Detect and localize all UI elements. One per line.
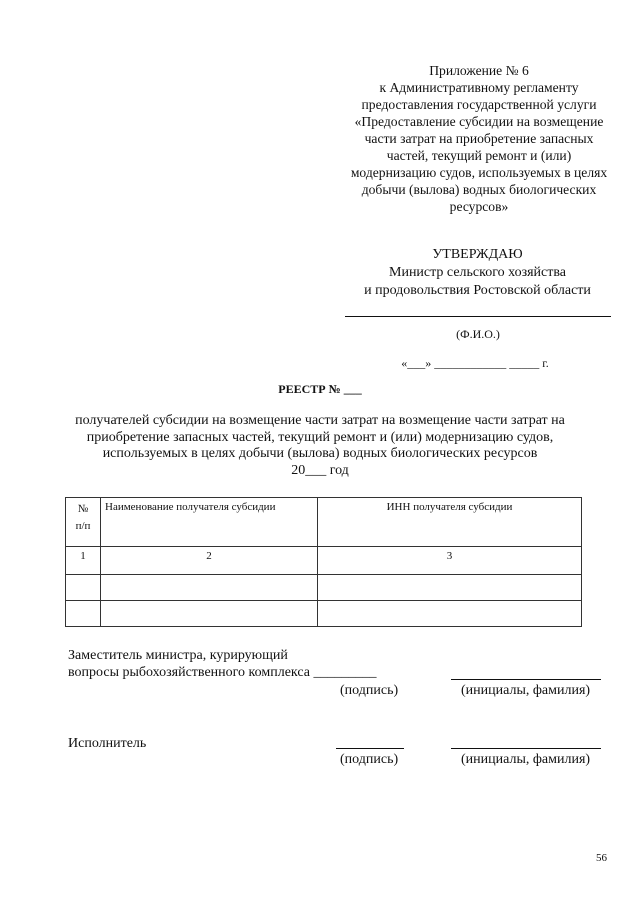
executor-name-caption: (инициалы, фамилия) [461, 752, 591, 767]
table-number-row [66, 547, 582, 575]
column-number-cell: 1 [66, 547, 101, 575]
column-number-cell: 3 [318, 547, 582, 575]
header-inn-cell: ИНН получателя субсидии [318, 498, 582, 547]
appendix-line: части затрат на приобретение запасных [364, 131, 594, 146]
appendix-line: добычи (вылова) водных биологических [361, 182, 597, 197]
approval-date: «___» ____________ _____ г. [401, 356, 549, 370]
appendix-line: ресурсов» [449, 199, 509, 214]
deputy-title-line1: Заместитель министра, курирующий [68, 648, 288, 663]
appendix-line: частей, текущий ремонт и (или) [386, 148, 572, 163]
appendix-line: к Административному регламенту [379, 80, 579, 95]
approval-position-line: и продовольствия Ростовской области [364, 283, 591, 298]
column-number-cell: 2 [101, 547, 318, 575]
approval-signature-line [345, 316, 611, 317]
header-num-cell [66, 498, 101, 547]
executor-sign-line [336, 748, 404, 749]
table-row [66, 601, 582, 627]
table-cell[interactable] [318, 575, 582, 601]
fio-caption: (Ф.И.О.) [456, 327, 500, 341]
executor-sign-caption: (подпись) [340, 752, 399, 767]
deputy-name-line [451, 679, 601, 680]
executor-label: Исполнитель [68, 736, 147, 751]
register-description-line: получателей субсидии на возмещение части затрат на возмещение части затрат на [75, 413, 565, 428]
header-num-abbr: п/п [75, 520, 91, 532]
table-cell[interactable] [318, 601, 582, 627]
register-description-line: используемых в целях добычи (вылова) водных биологических ресурсов [102, 446, 538, 461]
appendix-header [318, 62, 640, 215]
table-header-row [66, 498, 582, 547]
approval-block [340, 246, 615, 300]
appendix-line: «Предоставление субсидии на возмещение [354, 114, 604, 129]
page-number: 56 [596, 852, 607, 864]
table-cell[interactable] [66, 601, 101, 627]
appendix-line: предоставления государственной услуги [361, 97, 597, 112]
table-row [66, 575, 582, 601]
approval-position-line: Министр сельского хозяйства [389, 265, 566, 280]
table-cell[interactable] [101, 575, 318, 601]
deputy-name-caption: (инициалы, фамилия) [461, 683, 591, 698]
register-table [65, 497, 582, 627]
header-num-symbol: № [77, 503, 89, 515]
table-cell[interactable] [101, 601, 318, 627]
header-name-cell: Наименование получателя субсидии [101, 498, 318, 547]
deputy-title-line2: вопросы рыбохозяйственного комплекса _________ [68, 665, 377, 680]
appendix-line: Приложение № 6 [429, 63, 529, 78]
table-cell[interactable] [66, 575, 101, 601]
executor-name-line [451, 748, 601, 749]
register-title: РЕЕСТР № ___ [278, 382, 362, 396]
register-description-line: 20___ год [291, 462, 349, 478]
deputy-sign-caption: (подпись) [340, 683, 399, 698]
appendix-line: модернизацию судов, используемых в целях [350, 165, 608, 180]
register-description-line: приобретение запасных частей, текущий ремонт и (или) модернизацию судов, [86, 429, 554, 445]
approval-heading: УТВЕРЖДАЮ [432, 247, 523, 262]
register-description [60, 413, 580, 479]
